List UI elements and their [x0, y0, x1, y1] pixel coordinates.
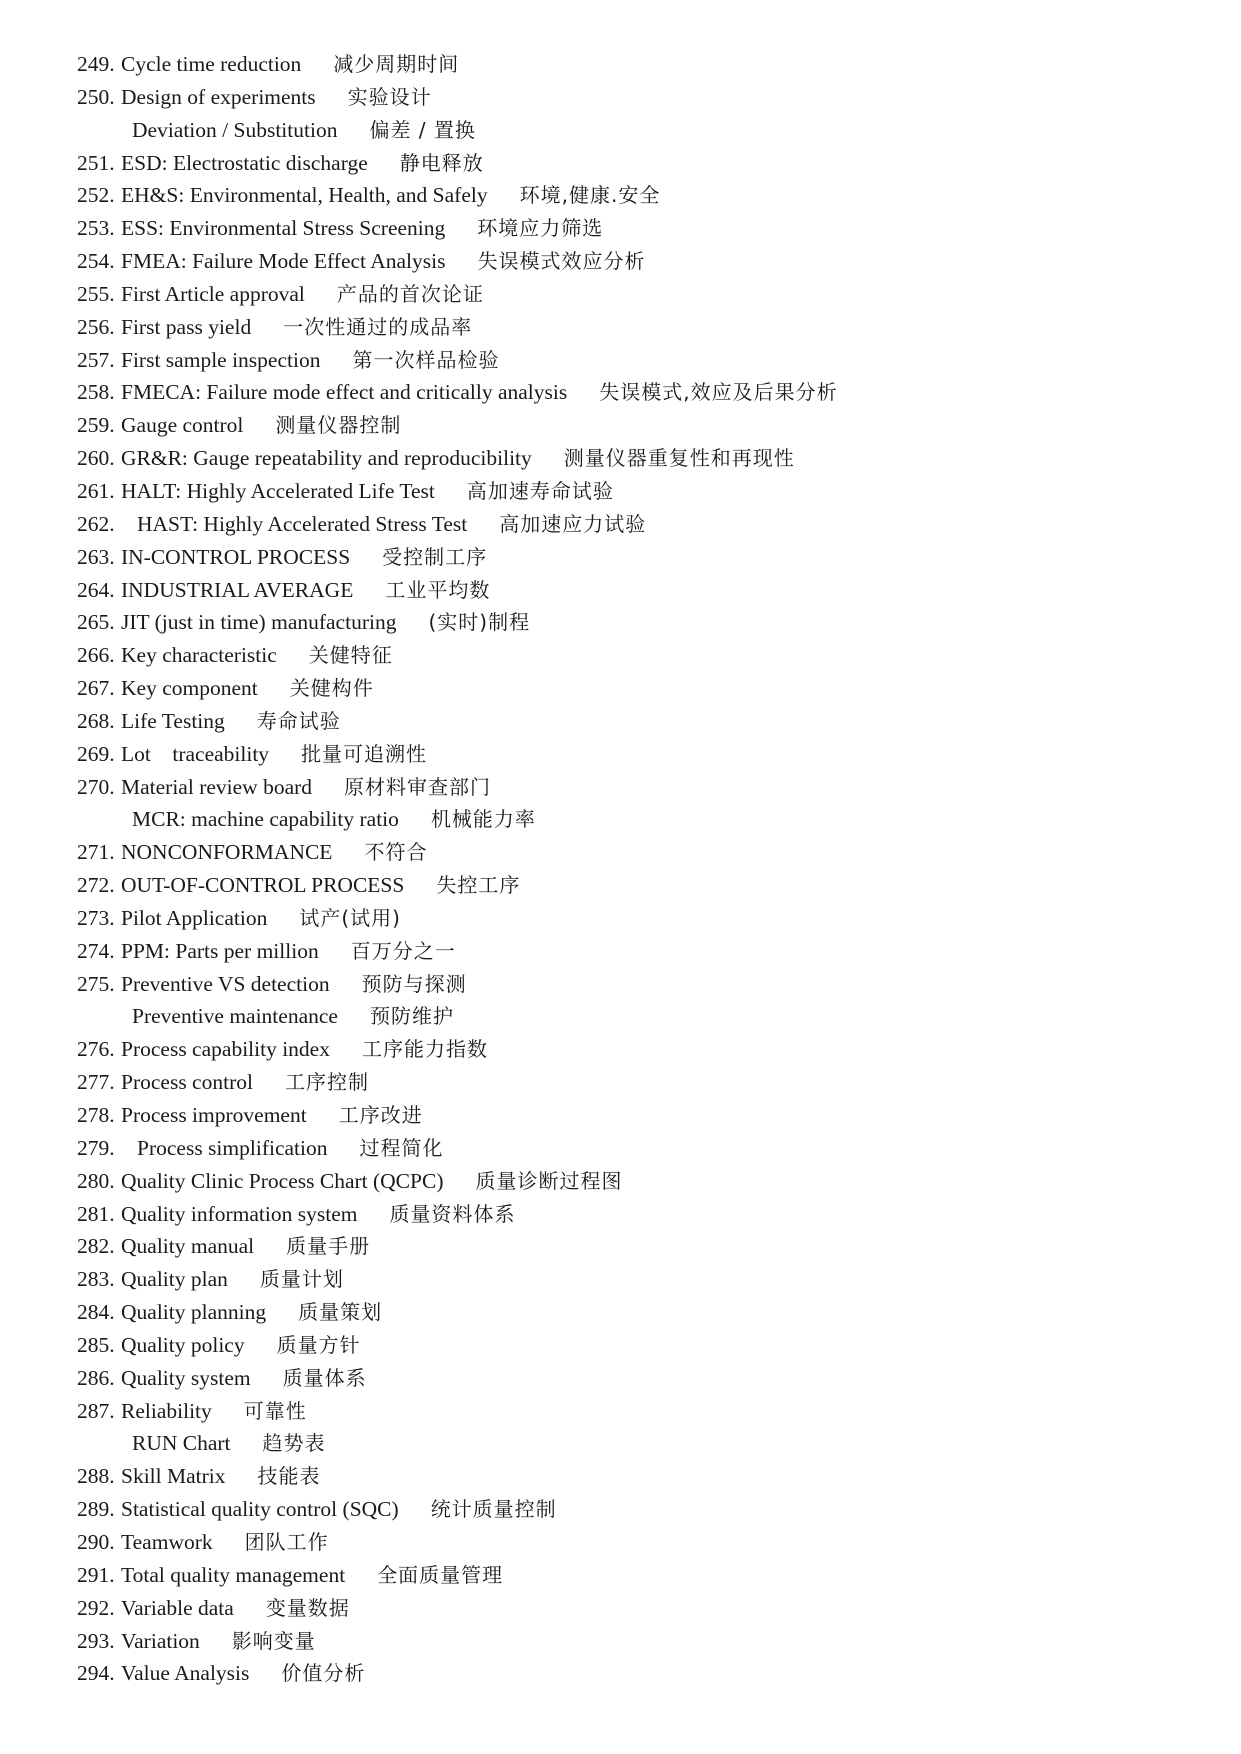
entry-term — [121, 1066, 369, 1099]
entry-chinese: 价值分析 — [281, 1661, 366, 1686]
entry-number: 275. — [77, 971, 115, 996]
entry-english: Quality manual — [121, 1234, 255, 1259]
entry-term — [121, 179, 660, 212]
entry-english: Process control — [121, 1070, 253, 1095]
glossary-entry — [0, 935, 1241, 968]
entry-number: 277. — [77, 1070, 115, 1095]
entry-term — [121, 1263, 344, 1296]
entry-chinese: 实验设计 — [347, 84, 432, 109]
entry-chinese: 质量体系 — [282, 1365, 367, 1390]
entry-term — [121, 1559, 503, 1592]
entry-chinese: 环境,健康.安全 — [519, 183, 661, 208]
entry-chinese: 失控工序 — [436, 873, 521, 898]
entry-english: Quality planning — [121, 1300, 267, 1325]
entry-term — [132, 1000, 454, 1033]
entry-term — [121, 639, 393, 672]
entry-number: 280. — [77, 1168, 115, 1193]
entry-number: 266. — [77, 643, 115, 668]
glossary-entry — [0, 1230, 1241, 1263]
entry-english: First pass yield — [121, 314, 252, 339]
entry-english: JIT (just in time) manufacturing — [121, 610, 397, 635]
entry-english: FMECA: Failure mode effect and critically analysis — [121, 380, 568, 405]
entry-english: Variation — [121, 1628, 200, 1653]
entry-english: Process simplification — [137, 1135, 328, 1160]
entry-number: 278. — [77, 1103, 115, 1127]
glossary-entry — [0, 606, 1241, 639]
entry-term — [121, 672, 374, 705]
entry-english: INDUSTRIAL AVERAGE — [121, 577, 354, 602]
glossary-subentry — [0, 1427, 1241, 1460]
entry-chinese: 测量仪器控制 — [275, 413, 402, 438]
glossary-entry — [0, 344, 1241, 377]
entry-chinese: 批量可追溯性 — [301, 741, 428, 766]
entry-number: 276. — [77, 1037, 115, 1062]
entry-chinese: 预防与探测 — [361, 971, 467, 996]
glossary-entry — [0, 1592, 1241, 1625]
entry-number: 279. — [77, 1135, 115, 1160]
glossary-entry — [0, 1132, 1241, 1165]
entry-chinese: 产品的首次论证 — [336, 281, 484, 306]
entry-english: Process capability index — [121, 1037, 330, 1062]
glossary-entry — [0, 1493, 1241, 1526]
entry-number: 294. — [77, 1661, 115, 1686]
entry-chinese: 不符合 — [364, 840, 428, 865]
entry-chinese: 工业平均数 — [385, 577, 491, 602]
glossary-entry — [0, 639, 1241, 672]
entry-english: Deviation / Substitution — [132, 117, 338, 142]
entry-number: 282. — [77, 1234, 115, 1259]
entry-chinese: 关健构件 — [289, 676, 374, 701]
entry-term — [132, 114, 476, 147]
entry-term — [121, 147, 484, 180]
entry-chinese: (实时)制程 — [428, 610, 531, 635]
entry-term — [121, 344, 499, 377]
entry-number: 268. — [77, 708, 115, 733]
entry-term — [121, 442, 795, 475]
entry-chinese: 寿命试验 — [256, 708, 341, 733]
entry-english: Key component — [121, 676, 258, 701]
glossary-entry — [0, 574, 1241, 607]
entry-english: Lot traceability — [121, 741, 270, 766]
entry-chinese: 质量计划 — [259, 1267, 344, 1292]
entry-number: 263. — [77, 544, 115, 569]
entry-term — [121, 1592, 350, 1625]
entry-number: 270. — [77, 774, 115, 799]
entry-chinese: 过程简化 — [359, 1135, 444, 1160]
glossary-entry — [0, 1362, 1241, 1395]
entry-english: Statistical quality control (SQC) — [121, 1497, 399, 1522]
entry-term — [121, 574, 490, 607]
entry-chinese: 原材料审查部门 — [344, 774, 492, 799]
entry-english: Quality policy — [121, 1332, 245, 1357]
glossary-subentry — [0, 803, 1241, 836]
entry-english: Value Analysis — [121, 1661, 250, 1686]
entry-chinese: 趋势表 — [262, 1431, 326, 1456]
entry-term — [121, 1395, 307, 1428]
glossary-entry — [0, 738, 1241, 771]
entry-chinese: 可靠性 — [243, 1398, 307, 1423]
entry-english: HALT: Highly Accelerated Life Test — [121, 478, 435, 503]
entry-term — [121, 541, 487, 574]
entry-term — [121, 1099, 423, 1132]
entry-number: 269. — [77, 741, 115, 766]
entry-chinese: 受控制工序 — [382, 544, 488, 569]
glossary-entry — [0, 1198, 1241, 1231]
glossary-entry — [0, 1099, 1241, 1132]
entry-number: 260. — [77, 446, 115, 471]
entry-term — [121, 1230, 370, 1263]
entry-number: 265. — [77, 610, 115, 635]
glossary-entry — [0, 1165, 1241, 1198]
glossary-entry — [0, 179, 1241, 212]
glossary-entry — [0, 48, 1241, 81]
entry-term — [121, 1657, 365, 1690]
glossary-entry — [0, 1329, 1241, 1362]
entry-english: ESS: Environmental Stress Screening — [121, 216, 446, 241]
entry-chinese: 失误模式效应分析 — [477, 249, 646, 274]
entry-term — [121, 212, 603, 245]
entry-number: 288. — [77, 1464, 115, 1489]
glossary-entry — [0, 1526, 1241, 1559]
entry-chinese: 关健特征 — [308, 643, 393, 668]
entry-number: 287. — [77, 1398, 115, 1423]
entry-english: Skill Matrix — [121, 1464, 226, 1489]
entry-term — [121, 705, 341, 738]
entry-number: 291. — [77, 1562, 115, 1587]
entry-number: 261. — [77, 478, 115, 503]
entry-english: OUT-OF-CONTROL PROCESS — [121, 873, 405, 898]
entry-chinese: 减少周期时间 — [333, 52, 460, 76]
entry-chinese: 高加速寿命试验 — [466, 478, 614, 503]
entry-chinese: 工序能力指数 — [361, 1037, 488, 1062]
entry-term — [121, 902, 401, 935]
entry-number: 283. — [77, 1267, 115, 1292]
glossary-list — [0, 48, 1241, 1690]
glossary-entry — [0, 508, 1241, 541]
entry-english: Design of experiments — [121, 84, 316, 109]
entry-chinese: 百万分之一 — [350, 938, 456, 963]
entry-english: Total quality management — [121, 1562, 346, 1587]
entry-chinese: 全面质量管理 — [377, 1562, 504, 1587]
entry-term — [121, 1165, 622, 1198]
entry-term — [121, 376, 838, 409]
glossary-entry — [0, 442, 1241, 475]
entry-term — [121, 409, 401, 442]
entry-term — [121, 1362, 367, 1395]
entry-english: RUN Chart — [132, 1431, 231, 1456]
glossary-entry — [0, 245, 1241, 278]
entry-term — [121, 81, 432, 114]
entry-number: 281. — [77, 1201, 115, 1226]
entry-number: 249. — [77, 52, 115, 76]
entry-number: 250. — [77, 84, 115, 109]
entry-chinese: 质量方针 — [276, 1332, 361, 1357]
entry-english: NONCONFORMANCE — [121, 840, 333, 865]
glossary-entry — [0, 1460, 1241, 1493]
entry-number: 271. — [77, 840, 115, 865]
entry-english: Life Testing — [121, 708, 225, 733]
entry-number: 252. — [77, 183, 115, 208]
entry-term — [121, 1329, 361, 1362]
glossary-entry — [0, 1263, 1241, 1296]
entry-english: MCR: machine capability ratio — [132, 807, 399, 832]
entry-chinese: 第一次样品检验 — [352, 347, 500, 372]
entry-term — [132, 803, 536, 836]
glossary-entry — [0, 705, 1241, 738]
glossary-entry — [0, 376, 1241, 409]
entry-english: Variable data — [121, 1595, 234, 1620]
glossary-entry — [0, 311, 1241, 344]
entry-english: Cycle time reduction — [121, 52, 302, 76]
entry-english: FMEA: Failure Mode Effect Analysis — [121, 249, 446, 274]
entry-term — [121, 1625, 316, 1658]
entry-term — [121, 475, 614, 508]
entry-chinese: 一次性通过的成品率 — [283, 314, 473, 339]
entry-english: First Article approval — [121, 281, 305, 306]
entry-chinese: 技能表 — [257, 1464, 321, 1489]
entry-english: Quality plan — [121, 1267, 228, 1292]
entry-chinese: 质量资料体系 — [389, 1201, 516, 1226]
entry-chinese: 失误模式,效应及后果分析 — [599, 380, 838, 405]
entry-term — [121, 968, 467, 1001]
entry-chinese: 变量数据 — [265, 1595, 350, 1620]
glossary-entry — [0, 1033, 1241, 1066]
entry-english: PPM: Parts per million — [121, 938, 319, 963]
glossary-entry — [0, 1625, 1241, 1658]
entry-number: 272. — [77, 873, 115, 898]
entry-term — [121, 278, 484, 311]
entry-chinese: 测量仪器重复性和再现性 — [563, 446, 795, 471]
entry-term — [121, 1033, 488, 1066]
entry-number: 289. — [77, 1497, 115, 1522]
entry-term — [121, 771, 491, 804]
entry-chinese: 质量策划 — [298, 1300, 383, 1325]
entry-number: 292. — [77, 1595, 115, 1620]
entry-english: Pilot Application — [121, 905, 268, 930]
glossary-entry — [0, 81, 1241, 114]
entry-term — [121, 606, 530, 639]
entry-number: 274. — [77, 938, 115, 963]
entry-chinese: 预防维护 — [369, 1004, 454, 1029]
entry-number: 257. — [77, 347, 115, 372]
entry-english: EH&S: Environmental, Health, and Safely — [121, 183, 488, 208]
entry-number: 267. — [77, 676, 115, 701]
entry-english: Quality Clinic Process Chart (QCPC) — [121, 1168, 444, 1193]
entry-english: Preventive maintenance — [132, 1004, 338, 1029]
glossary-entry — [0, 147, 1241, 180]
entry-term — [137, 508, 646, 541]
entry-number: 251. — [77, 150, 115, 175]
entry-term — [121, 869, 520, 902]
entry-number: 259. — [77, 413, 115, 438]
glossary-entry — [0, 836, 1241, 869]
glossary-entry — [0, 771, 1241, 804]
entry-english: Material review board — [121, 774, 313, 799]
entry-term — [121, 1493, 557, 1526]
entry-english: Reliability — [121, 1398, 212, 1423]
entry-english: Teamwork — [121, 1529, 213, 1554]
entry-chinese: 偏差 / 置换 — [369, 117, 476, 142]
entry-term — [121, 245, 645, 278]
entry-english: Preventive VS detection — [121, 971, 330, 996]
glossary-entry — [0, 869, 1241, 902]
entry-term — [121, 1198, 515, 1231]
entry-term — [121, 1296, 382, 1329]
entry-english: Quality information system — [121, 1201, 358, 1226]
glossary-entry — [0, 475, 1241, 508]
glossary-entry — [0, 1066, 1241, 1099]
entry-term — [121, 1526, 329, 1559]
entry-number: 262. — [77, 511, 115, 536]
entry-english: HAST: Highly Accelerated Stress Test — [137, 511, 468, 536]
entry-number: 293. — [77, 1628, 115, 1653]
entry-english: Process improvement — [121, 1103, 307, 1127]
entry-number: 258. — [77, 380, 115, 405]
entry-chinese: 环境应力筛选 — [477, 216, 604, 241]
glossary-entry — [0, 278, 1241, 311]
entry-chinese: 影响变量 — [231, 1628, 316, 1653]
entry-english: Key characteristic — [121, 643, 277, 668]
entry-term — [132, 1427, 326, 1460]
entry-chinese: 质量手册 — [286, 1234, 371, 1259]
entry-english: First sample inspection — [121, 347, 321, 372]
glossary-subentry — [0, 1000, 1241, 1033]
entry-chinese: 工序控制 — [284, 1070, 369, 1095]
entry-english: Gauge control — [121, 413, 244, 438]
entry-number: 255. — [77, 281, 115, 306]
entry-number: 285. — [77, 1332, 115, 1357]
entry-term — [121, 48, 459, 81]
glossary-entry — [0, 541, 1241, 574]
entry-number: 286. — [77, 1365, 115, 1390]
entry-english: ESD: Electrostatic discharge — [121, 150, 368, 175]
entry-number: 253. — [77, 216, 115, 241]
entry-chinese: 静电释放 — [399, 150, 484, 175]
glossary-entry — [0, 1296, 1241, 1329]
entry-number: 256. — [77, 314, 115, 339]
entry-chinese: 高加速应力试验 — [499, 511, 647, 536]
entry-chinese: 统计质量控制 — [430, 1497, 557, 1522]
glossary-entry — [0, 968, 1241, 1001]
entry-chinese: 试产(试用) — [299, 905, 401, 930]
entry-english: IN-CONTROL PROCESS — [121, 544, 351, 569]
entry-number: 290. — [77, 1529, 115, 1554]
entry-term — [121, 1460, 321, 1493]
entry-term — [121, 935, 456, 968]
entry-english: Quality system — [121, 1365, 251, 1390]
glossary-entry — [0, 212, 1241, 245]
entry-term — [121, 738, 427, 771]
glossary-entry — [0, 902, 1241, 935]
glossary-entry — [0, 409, 1241, 442]
entry-number: 254. — [77, 249, 115, 274]
entry-term — [121, 836, 427, 869]
glossary-entry — [0, 672, 1241, 705]
entry-chinese: 机械能力率 — [430, 807, 536, 832]
entry-english: GR&R: Gauge repeatability and reproducibility — [121, 446, 532, 471]
glossary-entry — [0, 1559, 1241, 1592]
glossary-entry — [0, 1657, 1241, 1690]
entry-term — [121, 311, 472, 344]
entry-number: 264. — [77, 577, 115, 602]
entry-chinese: 质量诊断过程图 — [475, 1168, 623, 1193]
entry-chinese: 团队工作 — [244, 1529, 329, 1554]
entry-number: 273. — [77, 905, 115, 930]
glossary-entry — [0, 1395, 1241, 1428]
entry-chinese: 工序改进 — [338, 1103, 423, 1127]
entry-term — [137, 1132, 444, 1165]
glossary-subentry — [0, 114, 1241, 147]
entry-number: 284. — [77, 1300, 115, 1325]
